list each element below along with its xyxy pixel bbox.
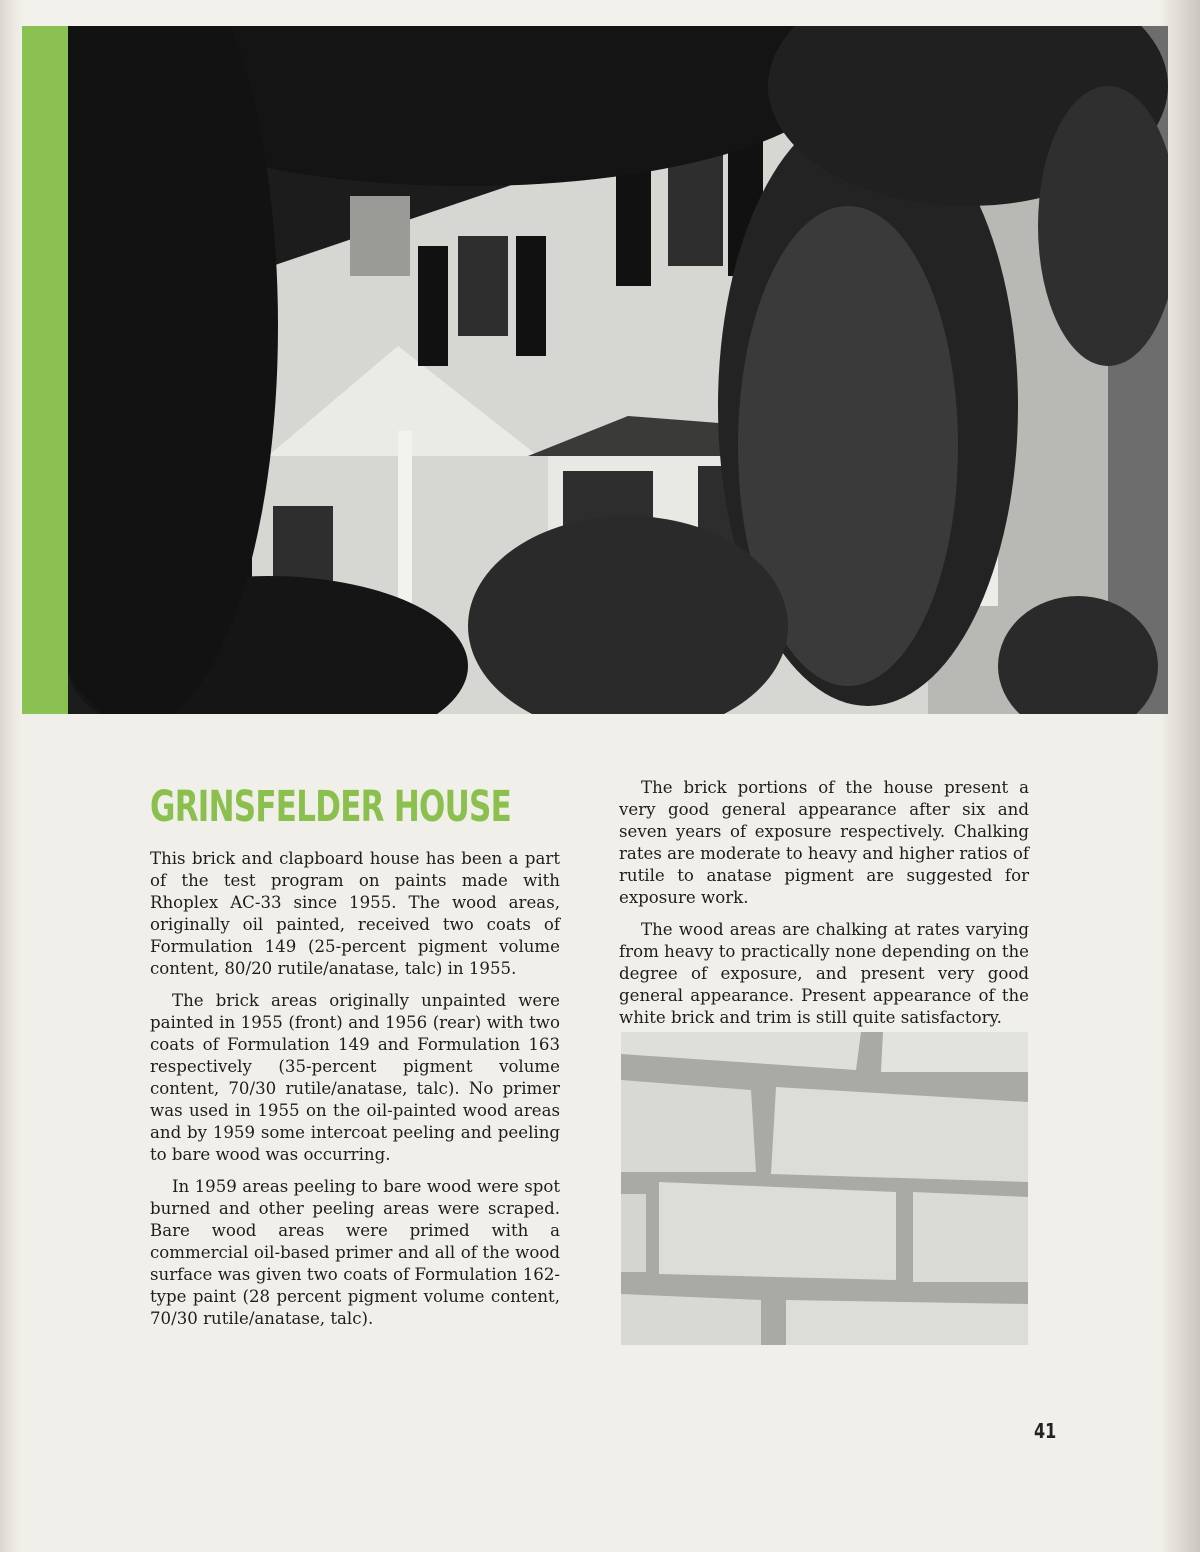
- paragraph: In 1959 areas peeling to bare wood were spot burned and other peeling areas were scraped. Bare wood areas were primed with a commercial oil-based primer and all of the wood surface was given two coats of Formulation 162-type paint (28 percent pigment volume content, 70/30 rutile/anatase, talc).: [150, 1177, 560, 1328]
- paragraph: This brick and clapboard house has been a part of the test program on paints made with Rhoplex AC-33 since 1955. The wood areas, originally oil painted, received two coats of Formulation 149 (25-percent pigment volume content, 80/20 rutile/anatase, talc) in 1955.: [150, 849, 560, 978]
- page-top-margin: [0, 0, 1200, 26]
- page-number: 41: [1034, 1419, 1057, 1443]
- brick-closeup-photograph: [621, 1032, 1028, 1345]
- paragraph: The brick portions of the house present a very good general appearance after six and seven years of exposure respectively. Chalking rates are moderate to heavy and higher ratios of rutile to anatase pigment are suggested for exposure work.: [619, 778, 1029, 907]
- paragraph: The wood areas are chalking at rates varying from heavy to practically none depending on the degree of exposure, and present very good general appearance. Present appearance of the white brick and trim is still quite satisfactory.: [619, 920, 1029, 1027]
- article-title: GRINSFELDER HOUSE: [150, 782, 512, 832]
- paragraph: The brick areas originally unpainted were painted in 1955 (front) and 1956 (rear) with two coats of Formulation 149 and Formulation 163 respectively (35-percent pigment volume content, 70/30 rutile/anatase, talc). No primer was used in 1955 on the oil-painted wood areas and by 1959 some intercoat peeling and peeling to bare wood was occurring.: [150, 991, 560, 1164]
- right-text-column: [619, 777, 1029, 1039]
- left-text-column: [150, 848, 560, 1340]
- house-photograph: [68, 26, 1168, 714]
- page-gutter-left: [0, 0, 22, 1552]
- green-accent-stripe: [22, 26, 68, 714]
